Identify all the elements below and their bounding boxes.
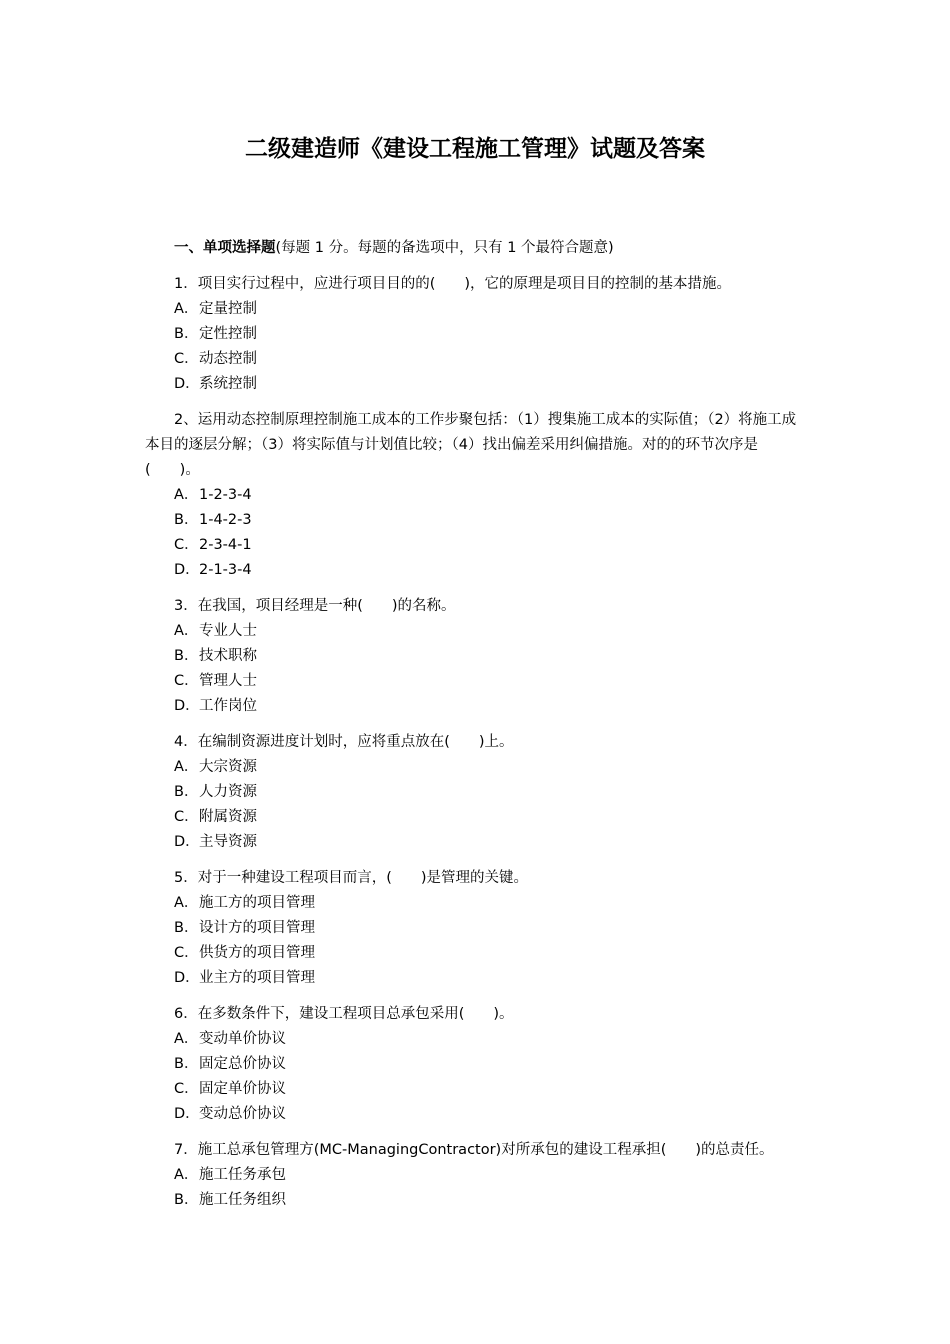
answer-option — [174, 1027, 810, 1052]
option-text: 系统控制 — [199, 376, 257, 392]
option-text: 变动单价协议 — [199, 1031, 286, 1047]
option-text: 定量控制 — [199, 301, 257, 317]
option-text: 动态控制 — [199, 351, 257, 367]
answer-option — [174, 916, 810, 941]
option-letter: D． — [174, 562, 200, 578]
answer-option — [174, 372, 810, 397]
section-heading-label: 一、单项选择题 — [174, 240, 276, 256]
option-text: 1-2-3-4 — [199, 487, 252, 503]
question-stem: 1．项目实行过程中，应进行项目目的的( )，它的原理是项目目的控制的基本措施。 — [174, 276, 732, 292]
question-stem: 2、运用动态控制原理控制施工成本的工作步聚包括：（1）搜集施工成本的实际值；（2）将施工成本目的逐层分解；（3）将实际值与计划值比较；（4）找出偏差采用纠偏措施。对的的环节次序是( )。 — [145, 412, 797, 478]
answer-option — [174, 297, 810, 322]
option-list — [145, 483, 810, 583]
option-text: 定性控制 — [199, 326, 257, 342]
answer-option — [174, 805, 810, 830]
option-text: 1-4-2-3 — [199, 512, 252, 528]
option-text: 工作岗位 — [199, 698, 257, 714]
question-stem: 4．在编制资源进度计划时，应将重点放在( )上。 — [174, 734, 514, 750]
answer-option — [174, 891, 810, 916]
question-item — [145, 730, 810, 855]
option-letter: A． — [174, 759, 199, 775]
answer-option — [174, 941, 810, 966]
answer-option — [174, 533, 810, 558]
option-text: 管理人士 — [199, 673, 257, 689]
option-text: 固定总价协议 — [199, 1056, 286, 1072]
answer-option — [174, 694, 810, 719]
option-text: 施工任务承包 — [199, 1167, 286, 1183]
section-heading-note: (每题 1 分。每题的备选项中，只有 1 个最符合题意) — [275, 240, 614, 256]
option-text: 固定单价协议 — [199, 1081, 286, 1097]
option-letter: C． — [174, 351, 199, 367]
option-letter: C． — [174, 809, 199, 825]
answer-option — [174, 1102, 810, 1127]
option-letter: A． — [174, 895, 199, 911]
question-item — [145, 408, 810, 583]
option-text: 技术职称 — [199, 648, 257, 664]
option-letter: A． — [174, 301, 199, 317]
option-text: 变动总价协议 — [199, 1106, 286, 1122]
option-text: 业主方的项目管理 — [199, 970, 315, 986]
question-stem: 7．施工总承包管理方(MC-ManagingContractor)对所承包的建设工程承担( )的总责任。 — [174, 1142, 774, 1158]
option-letter: B． — [174, 920, 199, 936]
option-letter: B． — [174, 648, 199, 664]
option-list — [145, 755, 810, 855]
option-text: 大宗资源 — [199, 759, 257, 775]
option-text: 主导资源 — [199, 834, 257, 850]
option-letter: D． — [174, 1106, 200, 1122]
option-text: 供货方的项目管理 — [199, 945, 315, 961]
option-letter: C． — [174, 945, 199, 961]
option-text: 附属资源 — [199, 809, 257, 825]
question-stem: 3．在我国，项目经理是一种( )的名称。 — [174, 598, 456, 614]
option-letter: A． — [174, 1167, 199, 1183]
answer-option — [174, 1188, 810, 1213]
option-letter: D． — [174, 970, 200, 986]
option-text: 施工方的项目管理 — [199, 895, 315, 911]
option-letter: C． — [174, 673, 199, 689]
question-stem: 5．对于一种建设工程项目而言，( )是管理的关键。 — [174, 870, 529, 886]
question-item — [145, 1002, 810, 1127]
document-title: 二级建造师《建设工程施工管理》试题及答案 — [245, 135, 705, 162]
option-letter: A． — [174, 1031, 199, 1047]
answer-option — [174, 1163, 810, 1188]
option-letter: B． — [174, 1056, 199, 1072]
question-stem: 6．在多数条件下，建设工程项目总承包采用( )。 — [174, 1006, 514, 1022]
option-letter: B． — [174, 512, 199, 528]
answer-option — [174, 966, 810, 991]
option-text: 2-3-4-1 — [199, 537, 252, 553]
question-item — [145, 866, 810, 991]
answer-option — [174, 483, 810, 508]
answer-option — [174, 322, 810, 347]
option-letter: B． — [174, 784, 199, 800]
option-list — [145, 1163, 810, 1213]
answer-option — [174, 508, 810, 533]
option-text: 2-1-3-4 — [199, 562, 252, 578]
option-letter: D． — [174, 698, 200, 714]
answer-option — [174, 830, 810, 855]
option-list — [145, 1027, 810, 1127]
option-letter: C． — [174, 1081, 199, 1097]
answer-option — [174, 1052, 810, 1077]
option-letter: D． — [174, 834, 200, 850]
option-letter: C． — [174, 537, 199, 553]
option-text: 施工任务组织 — [199, 1192, 286, 1208]
answer-option — [174, 644, 810, 669]
answer-option — [174, 669, 810, 694]
question-item — [145, 272, 810, 397]
option-letter: A． — [174, 487, 199, 503]
option-letter: D． — [174, 376, 200, 392]
answer-option — [174, 1077, 810, 1102]
option-list — [145, 297, 810, 397]
question-item — [145, 1138, 810, 1213]
answer-option — [174, 755, 810, 780]
option-list — [145, 619, 810, 719]
answer-option — [174, 619, 810, 644]
option-letter: A． — [174, 623, 199, 639]
option-letter: B． — [174, 1192, 199, 1208]
answer-option — [174, 558, 810, 583]
answer-option — [174, 780, 810, 805]
option-text: 设计方的项目管理 — [199, 920, 315, 936]
option-text: 专业人士 — [199, 623, 257, 639]
section-heading — [145, 236, 810, 261]
option-text: 人力资源 — [199, 784, 257, 800]
question-item — [145, 594, 810, 719]
question-list — [145, 272, 810, 1213]
document-body — [145, 236, 810, 1213]
answer-option — [174, 347, 810, 372]
option-letter: B． — [174, 326, 199, 342]
option-list — [145, 891, 810, 991]
